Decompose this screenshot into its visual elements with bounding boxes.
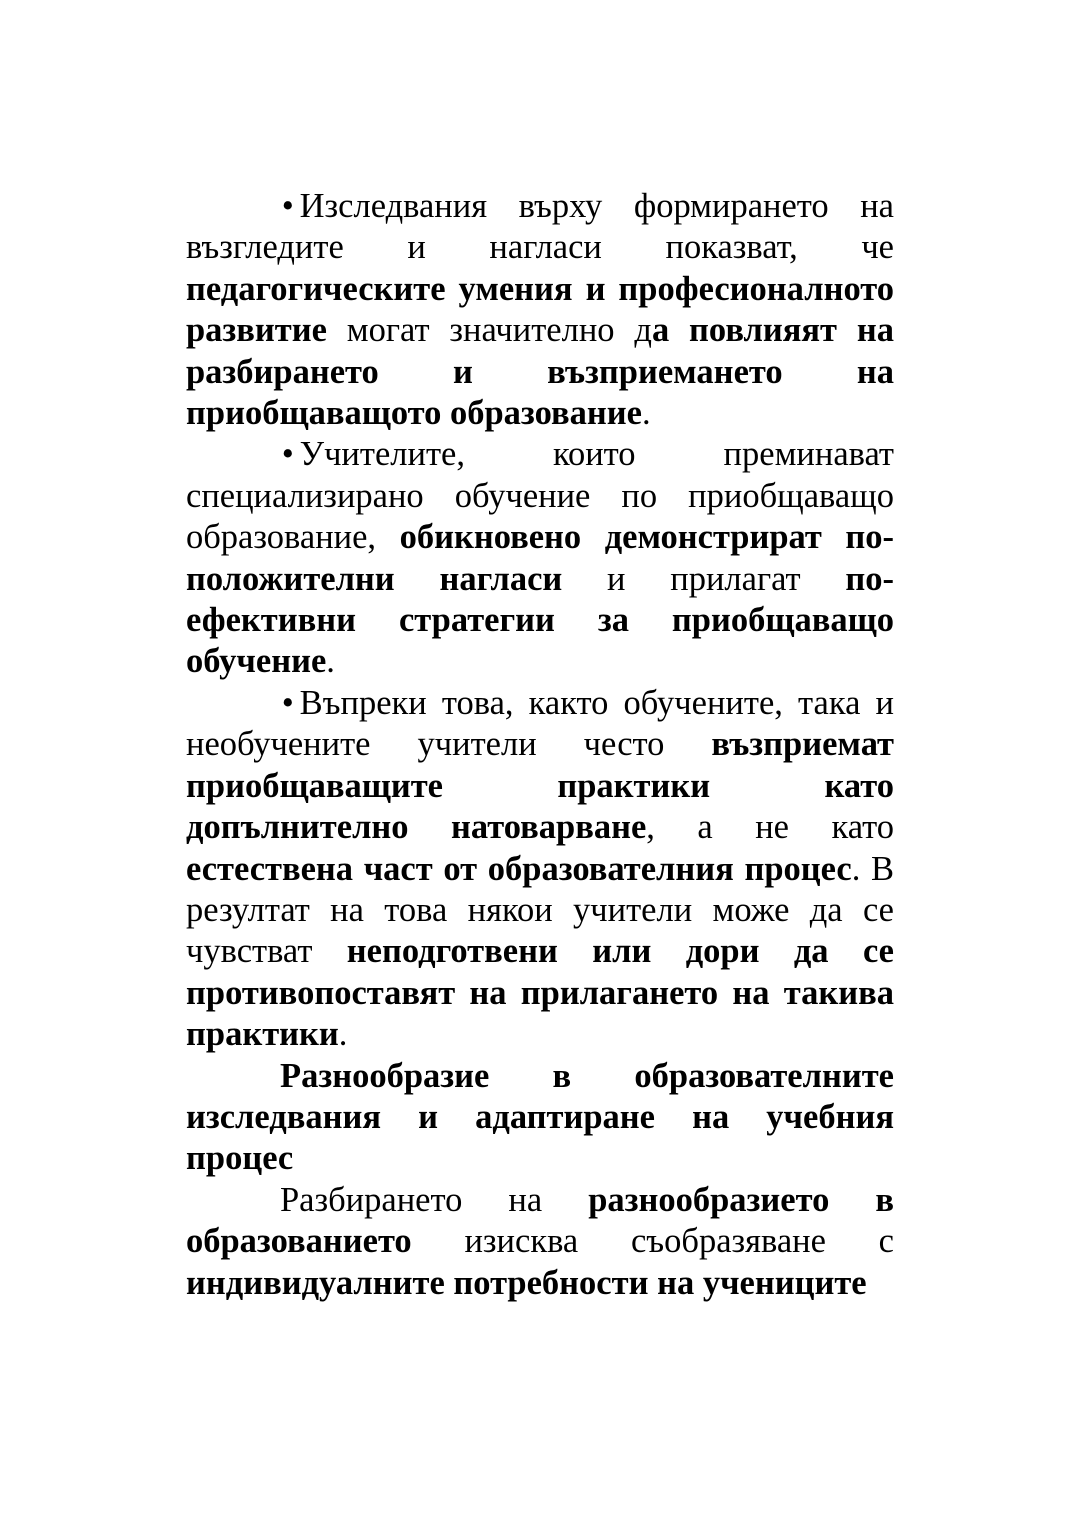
text-run: . В резултат на това някои учители може да се чувстват [186,849,894,971]
text-run: , а не като [646,808,894,847]
text-run: Учителите, които преминават специализирано обучение по приобщаващо образование, [186,435,894,557]
bold-text-run: неподготвени или дори да се противопоставят на прилагането на такива практики [186,932,894,1054]
bold-text-run: обикновено демонстрират по-положителни нагласи [186,518,894,598]
text-run: . [641,394,651,433]
paragraph-inclusive-burden [186,683,894,1056]
paragraph-specialized-training [186,434,894,682]
text-run: . [338,1015,348,1054]
bold-text-run: по-ефективни стратегии за приобщаващо обучение [186,559,894,681]
bullet-icon: • [281,435,294,474]
text-run: . [326,642,335,681]
heading-text: Разнообразие в образователните изследвания и адаптиране на учебния процес [186,1056,894,1178]
document-page [186,186,894,1304]
text-run: Изследвания върху формирането на възгледите и нагласи показват, че [186,187,894,267]
bold-text-run: индивидуалните потребности на учениците [186,1263,867,1302]
bullet-icon: • [281,187,294,225]
text-run: изисква съобразяване с [411,1222,894,1261]
text-run: и прилагат [562,559,846,598]
bullet-icon: • [281,683,294,722]
bold-text-run: естествена част от образователния процес [186,849,852,888]
bold-text-run: педагогическите умения и професионалното развитие [186,269,894,350]
bold-text-run: разнообразието в образованието [186,1180,895,1261]
paragraph-diversity [186,1180,894,1304]
paragraph-teacher-views [186,186,894,434]
text-run: Разбирането на [280,1180,589,1219]
bold-text-run: възприемат приобщаващите практики като допълнително натоварване [186,725,894,847]
text-run: Въпреки това, както обучените, така и необучените учители често [186,683,894,764]
text-run: могат значително д [326,311,652,350]
section-heading [186,1056,894,1180]
bold-text-run: а повлияят на разбирането и възприемането на приобщаващото образование [186,311,894,433]
